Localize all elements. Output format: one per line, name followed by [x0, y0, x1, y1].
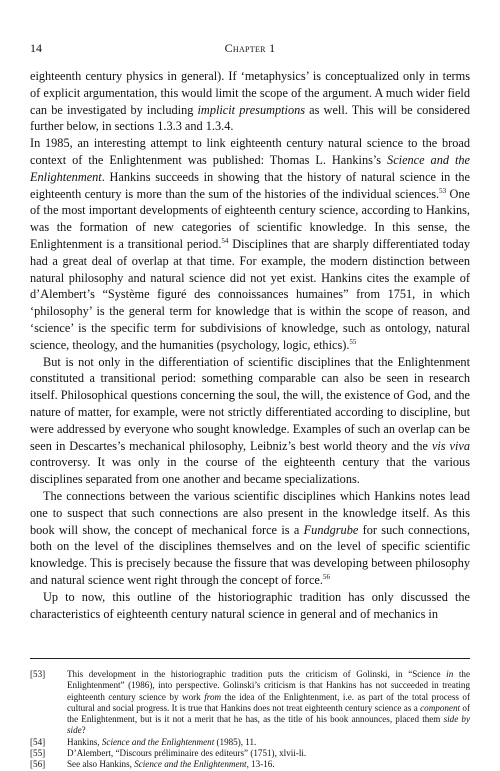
chapter-title: Chapter 1: [224, 41, 276, 55]
text-span: (1985), 11.: [214, 736, 257, 747]
text-span: Up to now, this outline of the historiographic tradition has only discussed the characteristics of eighteenth century natural science in general and of mechanics in: [30, 589, 470, 621]
footnote-ref[interactable]: 55: [349, 337, 357, 346]
text-span: controversy. It was only in the course of the eighteenth century that the various disciplines separated from one another and became specializations.: [30, 455, 470, 487]
footnote-53: [30, 669, 470, 737]
body-text: [30, 68, 470, 622]
paragraph: [30, 488, 470, 589]
footnote-ref[interactable]: 53: [439, 186, 447, 195]
text-span: See also Hankins,: [67, 759, 135, 770]
paragraph: [30, 589, 470, 623]
footnote-ref[interactable]: 56: [322, 572, 330, 581]
text-span: as well. This will be considered further below, in sections 1.3.3 and 1.3.4.: [30, 102, 470, 134]
text-span: The connections between the various scientific disciplines which Hankins notes lead one to suspect that such connections are also present in the knowledge itself. As this book will show, the concept of mechanical force is a: [30, 488, 470, 537]
italic-text: side by side: [67, 714, 470, 736]
text-span: eighteenth century physics in general). If ‘metaphysics’ is conceptualized only in terms of explicit argumentation, this would limit the scope of the argument. A much wider field can be investigated by including: [30, 69, 470, 117]
text-span: , 13-16.: [246, 759, 275, 770]
text-span: This development in the historiographic tradition puts the criticism of Golinski, in “Science: [67, 669, 447, 679]
text-span: Hankins,: [67, 736, 102, 747]
text-span: But is not only in the differentiation of scientific disciplines that the Enlightenment constituted a transitional period: something comparable can also be seen in research itself. Philosophical questions concerning the soul, the will, the existence of God, and the nature of matter, for example, were not strictly differentiated according to discipline, but were addressed by everyone who sought knowledge. Examples of such an overlap can be seen in Descartes’s mechanical philosophy, Leibniz’s best world theory and the: [30, 354, 470, 453]
text-span: In 1985, an interesting attempt to link eighteenth century natural science to the broad context of the Enlightenment was published: Thomas L. Hankins’s: [30, 136, 470, 167]
italic-text: Science and the Enlightenment: [134, 759, 247, 770]
italic-text: Science and the Enlightenment: [30, 152, 470, 184]
italic-text: Science and the Enlightenment: [101, 736, 215, 747]
footnote-54: [30, 737, 470, 748]
paragraph: [30, 354, 470, 488]
footnote-56: [30, 759, 470, 770]
paragraph: [30, 68, 470, 135]
text-span: . Hankins succeeds in showing that the history of natural science in the eighteenth century is more than the sum of the histories of the individual sciences.: [30, 169, 470, 201]
footnote-number: [54]: [30, 736, 46, 747]
footnote-ref[interactable]: 54: [221, 236, 229, 245]
text-span: One of the most important developments of eighteenth century science, according to Hankins, was the formation of new categories of scientific knowledge. In this sense, the Enlightenment is a transitional period.: [30, 186, 471, 251]
footnotes: [30, 669, 470, 771]
text-span: of the Enlightenment, but is it not a merit that he has, as the title of his book announces, placed them: [67, 702, 470, 725]
italic-text: component: [420, 702, 461, 713]
text-span: Disciplines that are sharply differentiated today had a great deal of overlap at that time. For example, the modern distinction between natural philosophy and natural science did not yet exist. Hankins cites the example of d’Alembert’s “Système figuré des connoissances humaines” from 1751, in which ‘philosophy’ is the general term for knowledge that is within the scope of reason, and ‘science’ is the specific term for subdivisions of knowledge, such as ontology, natural science, theology, and the humanities (psychology, logic, ethics).: [30, 236, 470, 352]
text-span: D’Alembert, “Discours préliminaire des editeurs” (1751), xlvii-li.: [67, 748, 307, 759]
text-span: the idea of the Enlightenment, i.e. as part of the total process of cultural and social progress. It is true that Hankins does not treat eighteenth century science as a: [67, 691, 471, 713]
page-number: 14: [30, 41, 42, 55]
italic-text: implicit presumptions: [197, 102, 306, 117]
italic-text: vis viva: [431, 438, 471, 453]
text-span: ?: [81, 725, 86, 736]
italic-text: Fundgrube: [303, 522, 359, 537]
paragraph: [30, 135, 470, 353]
italic-text: from: [204, 691, 222, 702]
running-header: [30, 41, 470, 55]
footnote-number: [53]: [30, 669, 46, 679]
footnote-divider: [30, 658, 470, 659]
footnote-number: [56]: [30, 759, 46, 770]
footnote-number: [55]: [30, 748, 46, 759]
italic-text: in: [446, 669, 454, 679]
text-span: the Enlightenment” (1986), into perspective. Golinski’s criticism is that Hankins has not succeeded in treating eighteenth century science by work: [67, 669, 471, 702]
text-span: for such connections, both on the level of the disciplines themselves and on the level of specific scientific knowledge. This is precisely because the fissure that was developing between philosophy and natural science went right through the concept of force.: [30, 522, 470, 587]
